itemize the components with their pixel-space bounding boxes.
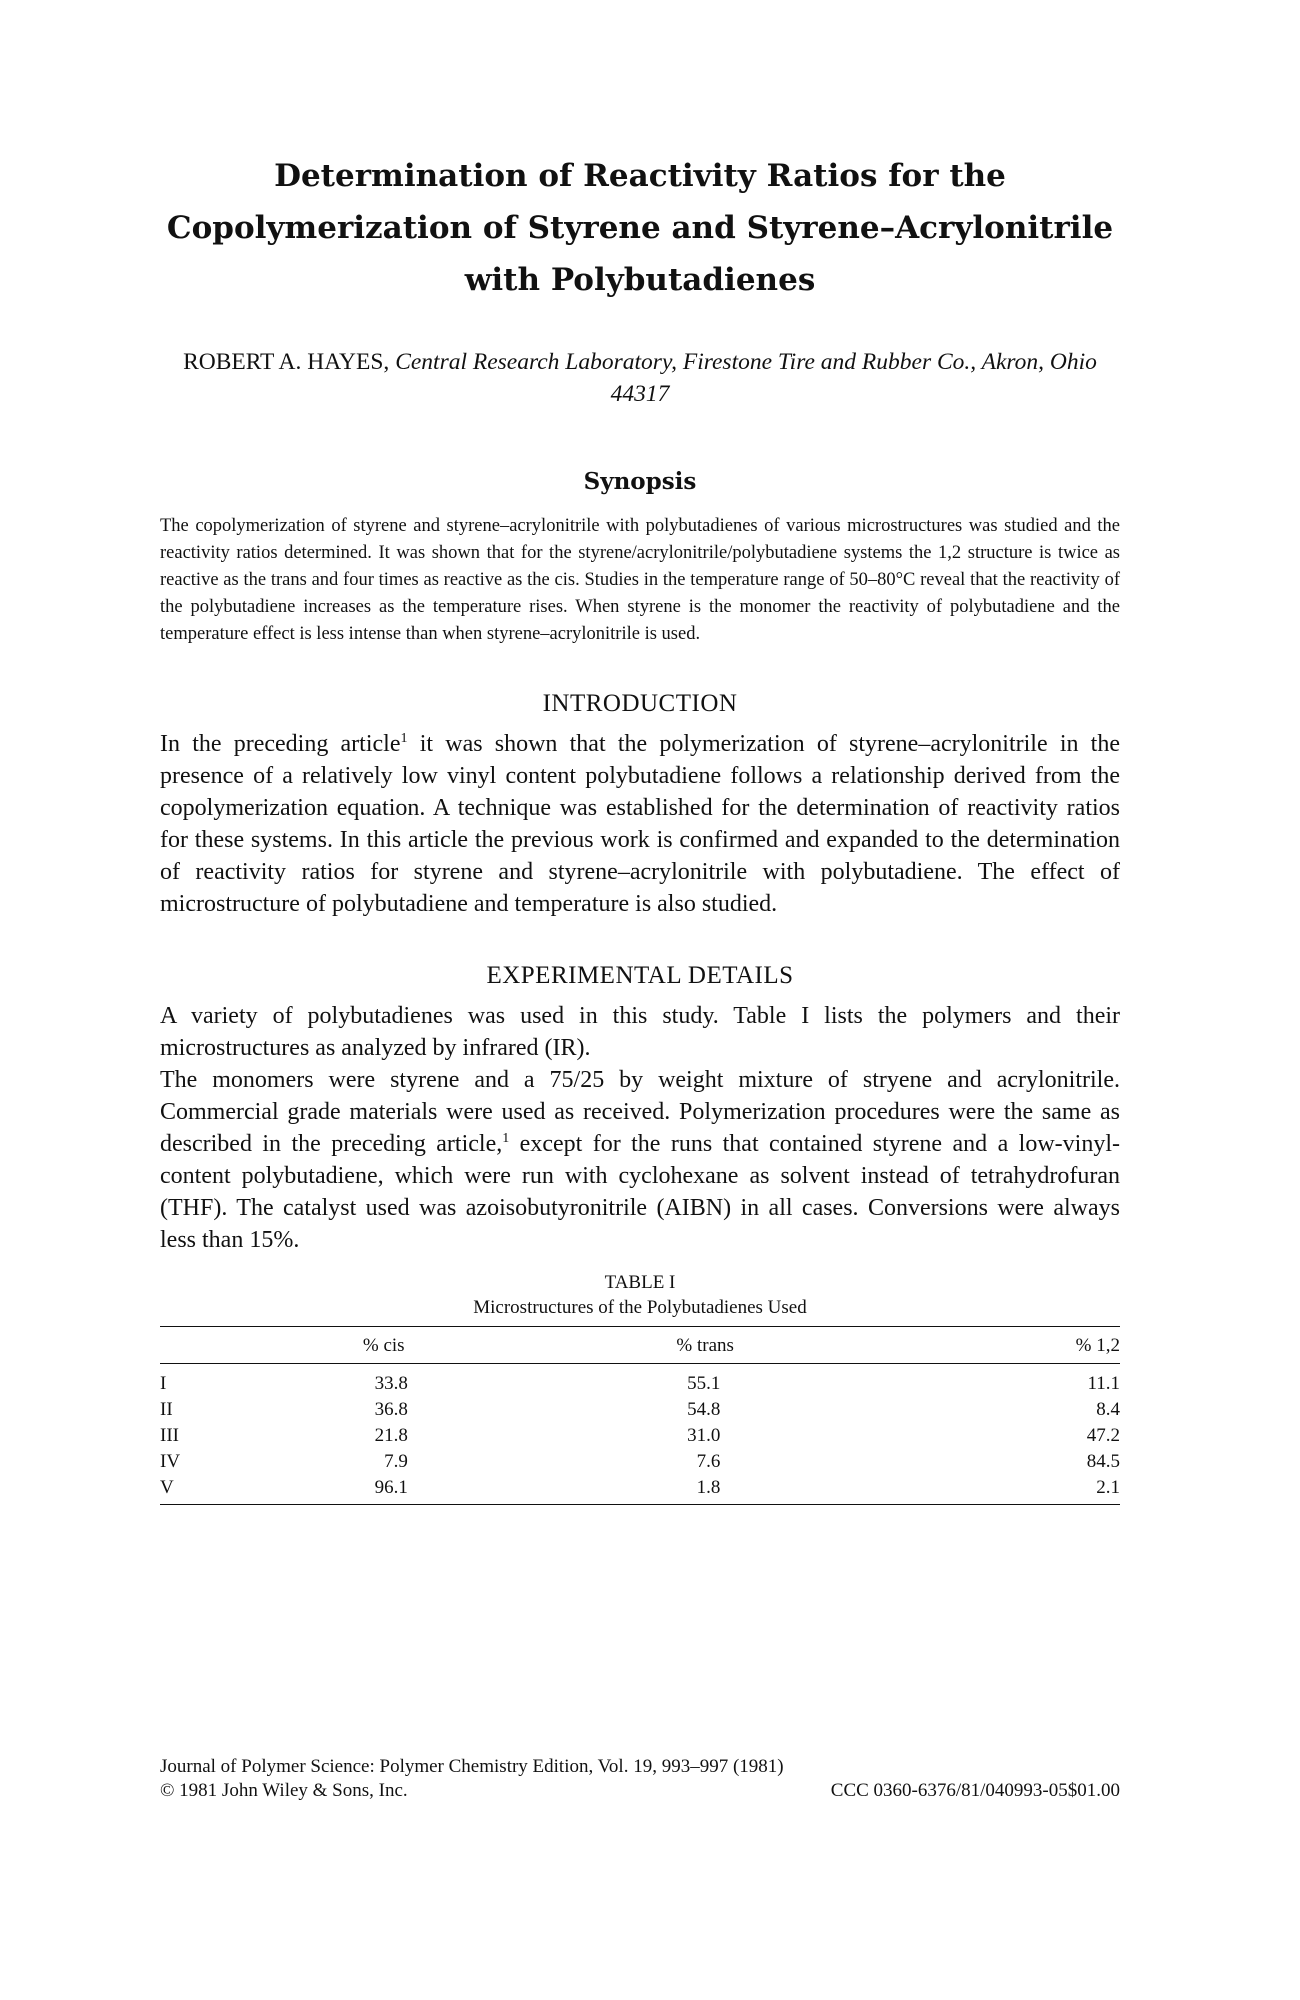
table-header-row [160, 1327, 1120, 1364]
intro-text-a: In the preceding article [160, 731, 401, 757]
synopsis-text: The copolymerization of styrene and styrene–acrylonitrile with polybutadienes of various microstructures was studied and the reactivity ratios determined. It was shown that for the styrene/acrylonitrile/polybutadiene systems the 1,2 structure is twice as reactive as the trans and four times as reactive as the cis. Studies in the temperature range of 50–80°C reveal that the reactivity of the polybutadiene increases as the temperature rises. When styrene is the monomer the reactivity of polybutadiene and the temperature effect is less intense than when styrene–acrylonitrile is used. [160, 516, 1120, 644]
ccc-code: CCC 0360-6376/81/040993-05$01.00 [830, 1780, 1120, 1801]
header-12: % 1,2 [959, 1327, 1120, 1364]
table-row [160, 1364, 1120, 1398]
author-block [160, 346, 1120, 410]
article-page [160, 150, 1120, 1505]
author-affiliation: Central Research Laboratory, Firestone Tire and Rubber Co., Akron, Ohio 44317 [395, 349, 1097, 407]
table-caption: Microstructures of the Polybutadienes Used [473, 1297, 807, 1318]
cell-12: 11.1 [1087, 1373, 1120, 1394]
cell-trans: 7.6 [696, 1451, 721, 1472]
cell-12: 47.2 [1086, 1425, 1120, 1446]
cell-id: III [160, 1425, 179, 1446]
cell-trans: 1.8 [696, 1477, 721, 1498]
exp-text-a: The monomers were styrene and a 75/25 by weight mixture of stryene and acrylonitrile. Commercial grade materials were used as received. Polymerization procedures were the same as described in the preceding article, [160, 1067, 1120, 1157]
header-cis: % cis [348, 1327, 637, 1364]
journal-citation: Journal of Polymer Science: Polymer Chemistry Edition, Vol. 19, 993–997 (1981) [160, 1756, 784, 1777]
table-row [160, 1475, 1120, 1505]
cell-trans: 31.0 [687, 1425, 721, 1446]
article-title: Determination of Reactivity Ratios for the Copolymerization of Styrene and Styrene–Acrylonitrile with Polybutadienes [166, 158, 1114, 298]
experimental-heading: EXPERIMENTAL DETAILS [486, 962, 794, 989]
reference-1: 1 [400, 731, 408, 746]
table-row [160, 1423, 1120, 1449]
cell-id: II [160, 1399, 173, 1420]
experimental-paragraph-2 [160, 1064, 1120, 1256]
cell-id: I [160, 1373, 167, 1394]
experimental-paragraph-1: A variety of polybutadienes was used in this study. Table I lists the polymers and their microstructures as analyzed by infrared (IR). [160, 1003, 1120, 1061]
cell-trans: 54.8 [687, 1399, 721, 1420]
cell-cis: 33.8 [374, 1373, 408, 1394]
author-name: ROBERT A. HAYES, [183, 349, 390, 375]
cell-12: 84.5 [1086, 1451, 1120, 1472]
cell-id: IV [160, 1451, 181, 1472]
header-polymer [160, 1327, 348, 1364]
cell-cis: 36.8 [374, 1399, 408, 1420]
introduction-heading: INTRODUCTION [542, 690, 738, 717]
copyright-notice: © 1981 John Wiley & Sons, Inc. [160, 1780, 408, 1801]
page-footer [160, 1755, 1120, 1803]
cell-cis: 7.9 [384, 1451, 408, 1472]
table-label: TABLE I [604, 1272, 676, 1293]
cell-12: 2.1 [959, 1475, 1120, 1505]
reference-1b: 1 [502, 1131, 510, 1146]
synopsis-heading: Synopsis [583, 468, 697, 495]
cell-12: 8.4 [1096, 1399, 1120, 1420]
cell-id: V [160, 1475, 348, 1505]
exp-text-b: except for the runs that contained styrene and a low-vinyl-content polybutadiene, which were run with cyclohexane as solvent instead of tetrahydrofuran (THF). The catalyst used was azoisobutyronitrile (AIBN) in all cases. Conversions were always less than 15%. [160, 1131, 1120, 1253]
microstructure-table [160, 1326, 1120, 1505]
intro-text-b: it was shown that the polymerization of styrene–acrylonitrile in the presence of a relatively low vinyl content polybutadiene follows a relationship derived from the copolymerization equation. A technique was established for the determination of reactivity ratios for these systems. In this article the previous work is confirmed and expanded to the determination of reactivity ratios for styrene and styrene–acrylonitrile with polybutadiene. The effect of microstructure of polybutadiene and temperature is also studied. [160, 731, 1121, 917]
table-row [160, 1397, 1120, 1423]
cell-cis: 21.8 [374, 1425, 408, 1446]
table-row [160, 1449, 1120, 1475]
introduction-paragraph [160, 728, 1120, 920]
cell-cis: 96.1 [374, 1477, 408, 1498]
header-trans: % trans [636, 1327, 959, 1364]
cell-trans: 55.1 [687, 1373, 721, 1394]
